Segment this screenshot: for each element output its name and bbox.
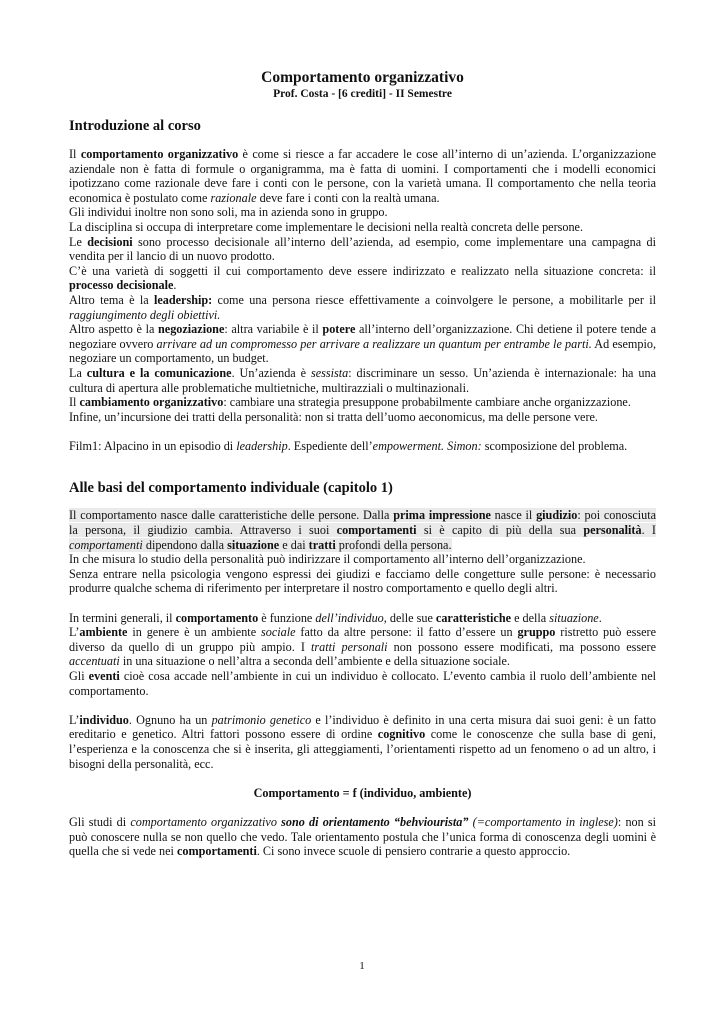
text-run: e della [511,610,550,625]
paragraph [69,293,656,322]
text-run: . Ci sono invece scuole di pensiero contrarie a questo approccio. [256,844,571,859]
text-run: sono di orientamento “behviourista” [281,814,469,829]
text-run: raggiungimento degli obiettivi. [69,307,221,322]
paragraph [69,147,656,205]
text-run: L’ [69,625,80,640]
text-run: : altra variabile è il [224,322,323,337]
section-heading: Introduzione al corso [69,118,201,134]
paragraph [69,625,656,669]
text-run: ambiente [79,625,128,640]
text-run: personalità [583,523,642,538]
paragraph [69,205,656,220]
text-run: Gli [69,669,89,683]
paragraph-gap [69,800,656,815]
text-run: La disciplina si occupa di interpretare come implementare le decisioni nella realtà concreta delle persone. [69,219,584,234]
text-run: . Ognuno ha un [128,712,212,727]
text-run: Il comportamento nasce dalle caratteristiche delle persone. Dalla [69,508,394,523]
text-run: Film1: Alpacino in un episodio di [69,438,237,453]
text-run: comportamento organizzativo [130,814,277,829]
text-run: situazione [227,537,280,552]
text-run: sociale [260,625,296,640]
paragraph [69,366,656,395]
section-heading: Alle basi del comportamento individuale (capitolo 1) [69,480,393,497]
text-run: Infine, un’incursione dei tratti della personalità: non si tratta dell’uomo aeconomicus, ma delle persone vere. [69,409,598,424]
text-run: : poi conosciuta la persona, il giudizio cambia. Attraverso i suoi [69,508,656,538]
paragraph [69,395,656,410]
document-page [69,68,656,859]
text-run: Gli individui inoltre non sono soli, ma in azienda sono in gruppo. [69,205,388,220]
page-number: 1 [359,960,365,972]
text-run: dipendono dalla [142,537,228,552]
text-run: cultura e la comunicazione [86,365,232,380]
text-run: e dai [279,537,309,552]
text-run: potere [322,322,356,337]
paragraph [69,264,656,293]
text-run: eventi [88,669,120,683]
text-run: cognitivo [377,727,426,742]
text-run: decisioni [87,234,133,249]
text-run: individuo [79,712,129,727]
text-run: Gli studi di [69,814,131,829]
paragraph [69,322,656,366]
text-run: . I [641,523,656,538]
text-run: . Espediente dell’ [287,438,373,453]
paragraph [69,567,656,596]
document-title: Comportamento organizzativo [261,69,464,86]
text-run: , delle sue [383,610,436,625]
paragraph [69,669,656,698]
text-run: comportamenti [176,844,257,859]
text-run: . [173,278,177,293]
text-run: sessista [310,365,349,380]
text-run: Il [69,147,81,161]
text-run: scomposizione del problema. [481,438,628,453]
text-run: dell’individuo [315,610,384,625]
text-run: come le conoscenze che sulla base di geni, l’esperienza e la conoscenza che si è inserita, gli atteggiamenti, l’orientamenti rispetto ad un fenomeno o ad un altro, i bisogni della personalità, ecc. [69,727,656,771]
text-run: profondi della persona. [335,537,452,552]
paragraph [69,235,656,264]
text-run: : discriminare un sesso. Un’azienda è internazionale: ha una cultura di apertura alle problematiche multietniche, multirazziali o multinazionali. [69,365,656,395]
text-run: In che misura lo studio della personalità può indirizzare il comportamento all’interno dell’organizzazione. [69,552,586,567]
text-run: Altro tema è la [69,292,154,307]
text-run: . [598,610,602,625]
text-run: ristretto può essere diverso da quello di un gruppo più ampio. I [69,625,656,654]
text-run: leadership [236,438,288,453]
text-run: gruppo [517,625,556,640]
text-run: negoziazione [158,322,225,337]
text-run: deve fare i conti con la realtà umana. [256,190,440,205]
paragraph [69,508,656,552]
text-run: è funzione [258,610,316,625]
paragraph-gap [69,698,656,713]
text-run: : non si può conoscere nulla se non quello che vedo. Tale orientamento postula che l’unica forma di conoscenza degli uomini è quella che si vede nei [69,814,657,859]
formula-line: Comportamento = f (individuo, ambiente) [253,785,472,800]
paragraph-gap [69,771,656,786]
paragraph [69,410,656,425]
text-run: non possono essere modificati, ma possono essere [387,639,657,654]
text-run: comportamento [175,610,259,625]
text-run: fatto da altre persone: il fatto d’essere un [295,625,518,640]
text-run: comportamento organizzativo [80,147,239,161]
text-run: all’interno dell’organizzazione. Chi detiene il potere tende a negoziare ovvero [69,322,656,351]
paragraph [69,611,656,626]
text-run: in una situazione o nell’altra a seconda dell’ambiente e della situazione sociale. [119,654,510,669]
text-run: . Un’azienda è [231,365,311,380]
text-run: comportamenti [69,537,143,552]
text-run: Senza entrare nella psicologia vengono espressi dei giudizi e facciamo delle congetture sulle persone: è necessario produrre qualche schema di riferimento per interpretare il nostro comportamento e quello degli altri. [69,566,656,596]
text-run: sono processo decisionale all’interno dell’azienda, ad esempio, come implementare una campagna di vendita per il lancio di un nuovo prodotto. [69,234,656,264]
text-run: razionale [210,190,257,205]
text-run: prima impressione [393,508,491,523]
text-run: caratteristiche [435,610,512,625]
text-run: accentuati [69,654,120,669]
text-run: come una persona riesce effettivamente a coinvolgere le persone, a mobilitarle per il [212,292,656,307]
text-run: Ad esempio, negoziare un comportamento, un budget. [69,336,656,366]
text-run: nasce il [490,508,537,523]
text-run: comportamenti [336,523,417,538]
paragraph-gap [69,424,656,439]
text-run: patrimonio genetico [211,712,312,727]
text-run: C’è una varietà di soggetti il cui comportamento deve essere indirizzato e realizzato nella situazione concreta: il [69,263,656,278]
text-run: : cambiare una strategia presuppone probabilmente cambiare anche organizzazione. [223,395,631,410]
text-run: si è capito di più della sua [416,523,584,538]
paragraph-gap [69,596,656,611]
text-run: Altro aspetto è la [69,322,159,337]
paragraph [69,713,656,771]
text-run: tratti [308,537,336,552]
text-run: empowerment. Simon: [372,438,482,453]
paragraph [69,815,656,859]
paragraph [69,552,656,567]
text-run: processo decisionale [69,278,174,293]
document-body [69,117,656,859]
text-run: situazione [549,610,599,625]
text-run: leadership: [153,292,213,307]
text-run: giudizio [536,508,578,523]
text-run: La [69,365,87,380]
text-run: arrivare ad un compromesso per arrivare a realizzare un quantum per entrambe le parti. [156,336,592,351]
text-run: L’ [69,712,80,727]
text-run: Le [69,234,88,249]
text-run: (=comportamento in inglese) [472,814,618,829]
paragraph [69,439,656,454]
text-run: in genere è un ambiente [127,625,261,640]
paragraph [69,220,656,235]
document-subtitle: Prof. Costa - [6 crediti] - II Semestre [273,88,452,100]
text-run: è come si riesce a far accadere le cose all’interno di un’azienda. L’organizzazione aziendale non è fatta di formule o organigramma, ma è fatta di uomini. I comportamenti che i modelli economici ipotizzano come razionale deve fare i conti con le persone, con la varietà umana. Il comportamento che nella teoria economica è postulato come [69,147,657,205]
text-run: tratti personali [311,639,388,654]
text-run: cambiamento organizzativo [79,395,224,410]
text-run: Il [69,395,80,410]
text-run: e l’individuo è definito in una certa misura dai suoi geni: è un fatto ereditario e genetico. Altri fattori possono essere di ordine [69,712,656,742]
text-run: cioè cosa accade nell’ambiente in cui un individuo è collocato. L’evento cambia il ruolo dell’ambiente nel comportamento. [69,669,656,698]
text-run: In termini generali, il [69,610,176,625]
